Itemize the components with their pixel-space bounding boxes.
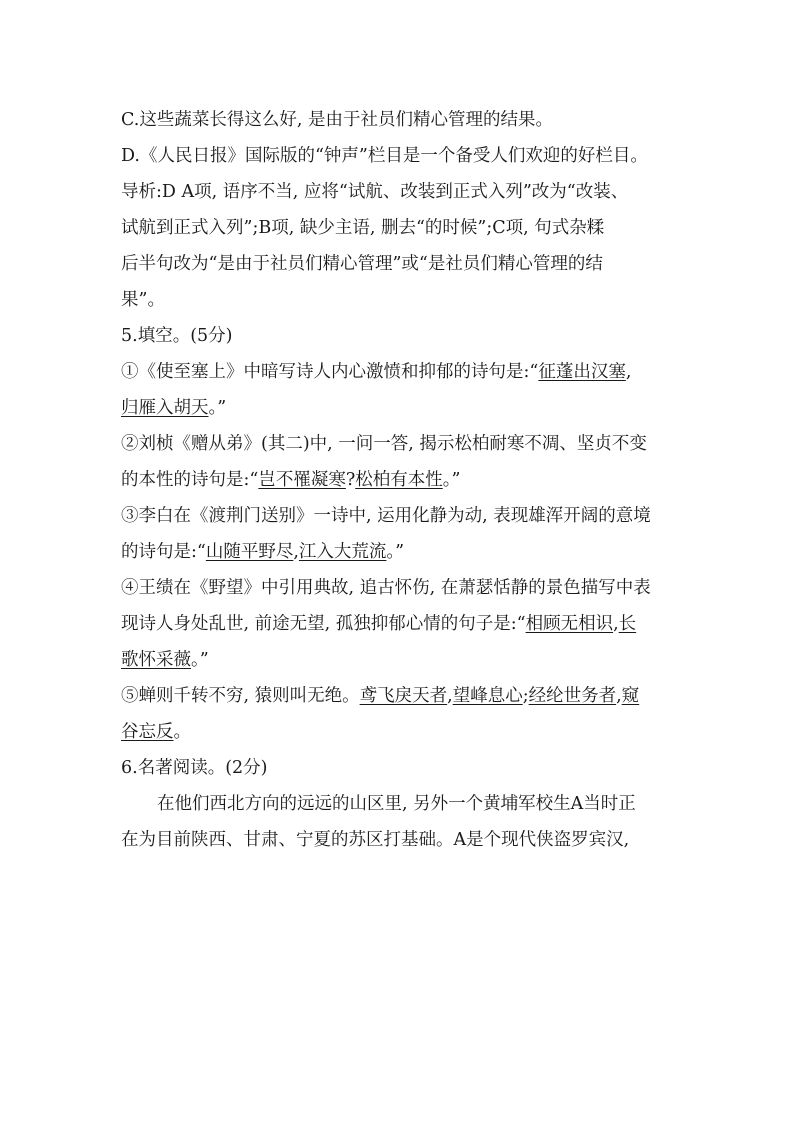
- text-segment: ,: [613, 614, 619, 634]
- text-segment: ?: [345, 470, 356, 490]
- text-segment: 。”: [442, 470, 461, 490]
- answer-text: 谷忘反: [121, 722, 174, 742]
- text-line: [121, 612, 684, 636]
- text-line: [121, 288, 684, 312]
- text-line: [121, 360, 684, 384]
- text-segment: ,: [447, 686, 453, 706]
- text-line: [121, 108, 684, 132]
- answer-text: 鸢飞戾天者: [359, 686, 448, 706]
- text-segment: 导析:D A项, 语序不当, 应将“试航、改装到正式入列”改为“改装、: [121, 182, 629, 202]
- answer-text: 歌怀采薇: [121, 650, 191, 670]
- answer-text: 望峰息心: [452, 686, 523, 706]
- text-line: [121, 468, 684, 492]
- text-segment: D.《人民日报》国际版的“钟声”栏目是一个备受人们欢迎的好栏目。: [121, 146, 648, 166]
- answer-text: 征蓬出汉塞: [538, 362, 626, 382]
- answer-text: 长: [618, 614, 637, 634]
- text-segment: ③李白在《渡荆门送别》一诗中, 运用化静为动, 表现雄浑开阔的意境: [121, 506, 651, 526]
- text-segment: ,: [625, 362, 632, 382]
- text-line: [121, 324, 684, 348]
- answer-text: 江入大荒流: [298, 542, 387, 562]
- answer-text: 相顾无相识: [525, 614, 614, 634]
- text-segment: 在他们西北方向的远远的山区里, 另外一个黄埔军校生A当时正: [157, 794, 636, 814]
- text-line: [121, 396, 684, 420]
- text-segment: C.这些蔬菜长得这么好, 是由于社员们精心管理的结果。: [121, 110, 553, 130]
- text-line: [121, 576, 684, 600]
- text-line: [121, 252, 684, 276]
- text-segment: 。”: [191, 650, 209, 670]
- text-segment: ;: [522, 686, 529, 706]
- answer-text: 山随平野尽: [205, 542, 294, 562]
- text-line: [121, 720, 684, 744]
- text-line: [121, 504, 684, 528]
- text-line: [121, 684, 684, 708]
- text-segment: 在为目前陕西、甘肃、宁夏的苏区打基础。A是个现代侠盗罗宾汉,: [121, 830, 630, 850]
- text-line: [157, 792, 684, 816]
- answer-text: 松柏有本性: [355, 470, 443, 490]
- text-line: [121, 540, 684, 564]
- text-line: [121, 756, 684, 780]
- answer-text: 窥: [621, 686, 640, 706]
- text-segment: ②刘桢《赠从弟》(其二)中, 一问一答, 揭示松柏耐寒不凋、坚贞不变: [121, 434, 647, 454]
- text-segment: ⑤蝉则千转不穷, 猿则叫无绝。: [121, 686, 360, 706]
- text-segment: 的诗句是:“: [121, 542, 206, 562]
- text-line: [121, 180, 684, 204]
- text-segment: 。: [173, 722, 191, 742]
- text-line: [121, 432, 684, 456]
- answer-text: 经纶世务者: [528, 686, 617, 706]
- text-segment: 后半句改为“是由于社员们精心管理”或“是社员们精心管理的结: [121, 254, 603, 274]
- text-segment: ④王绩在《野望》中引用典故, 追古怀伤, 在萧瑟恬静的景色描写中表: [121, 578, 651, 598]
- text-segment: 现诗人身处乱世, 前途无望, 孤独抑郁心情的句子是:“: [121, 614, 526, 634]
- text-line: [121, 144, 684, 168]
- text-line: [121, 648, 684, 672]
- text-segment: 。”: [208, 398, 227, 418]
- text-segment: 的本性的诗句是:“: [121, 470, 259, 490]
- text-line: [121, 828, 684, 852]
- text-segment: ,: [616, 686, 622, 706]
- text-segment: ①《使至塞上》中暗写诗人内心激愤和抑郁的诗句是:“: [121, 362, 539, 382]
- text-segment: 5.填空。(5分): [121, 326, 233, 346]
- text-segment: 。”: [386, 542, 405, 562]
- text-segment: 果”。: [121, 290, 165, 310]
- text-segment: 6.名著阅读。(2分): [121, 758, 268, 778]
- text-segment: 试航到正式入列”;B项, 缺少主语, 删去“的时候”;C项, 句式杂糅: [121, 218, 605, 238]
- text-segment: ,: [293, 542, 299, 562]
- text-line: [121, 216, 684, 240]
- answer-text: 岂不罹凝寒: [258, 470, 346, 490]
- answer-text: 归雁入胡天: [121, 398, 209, 418]
